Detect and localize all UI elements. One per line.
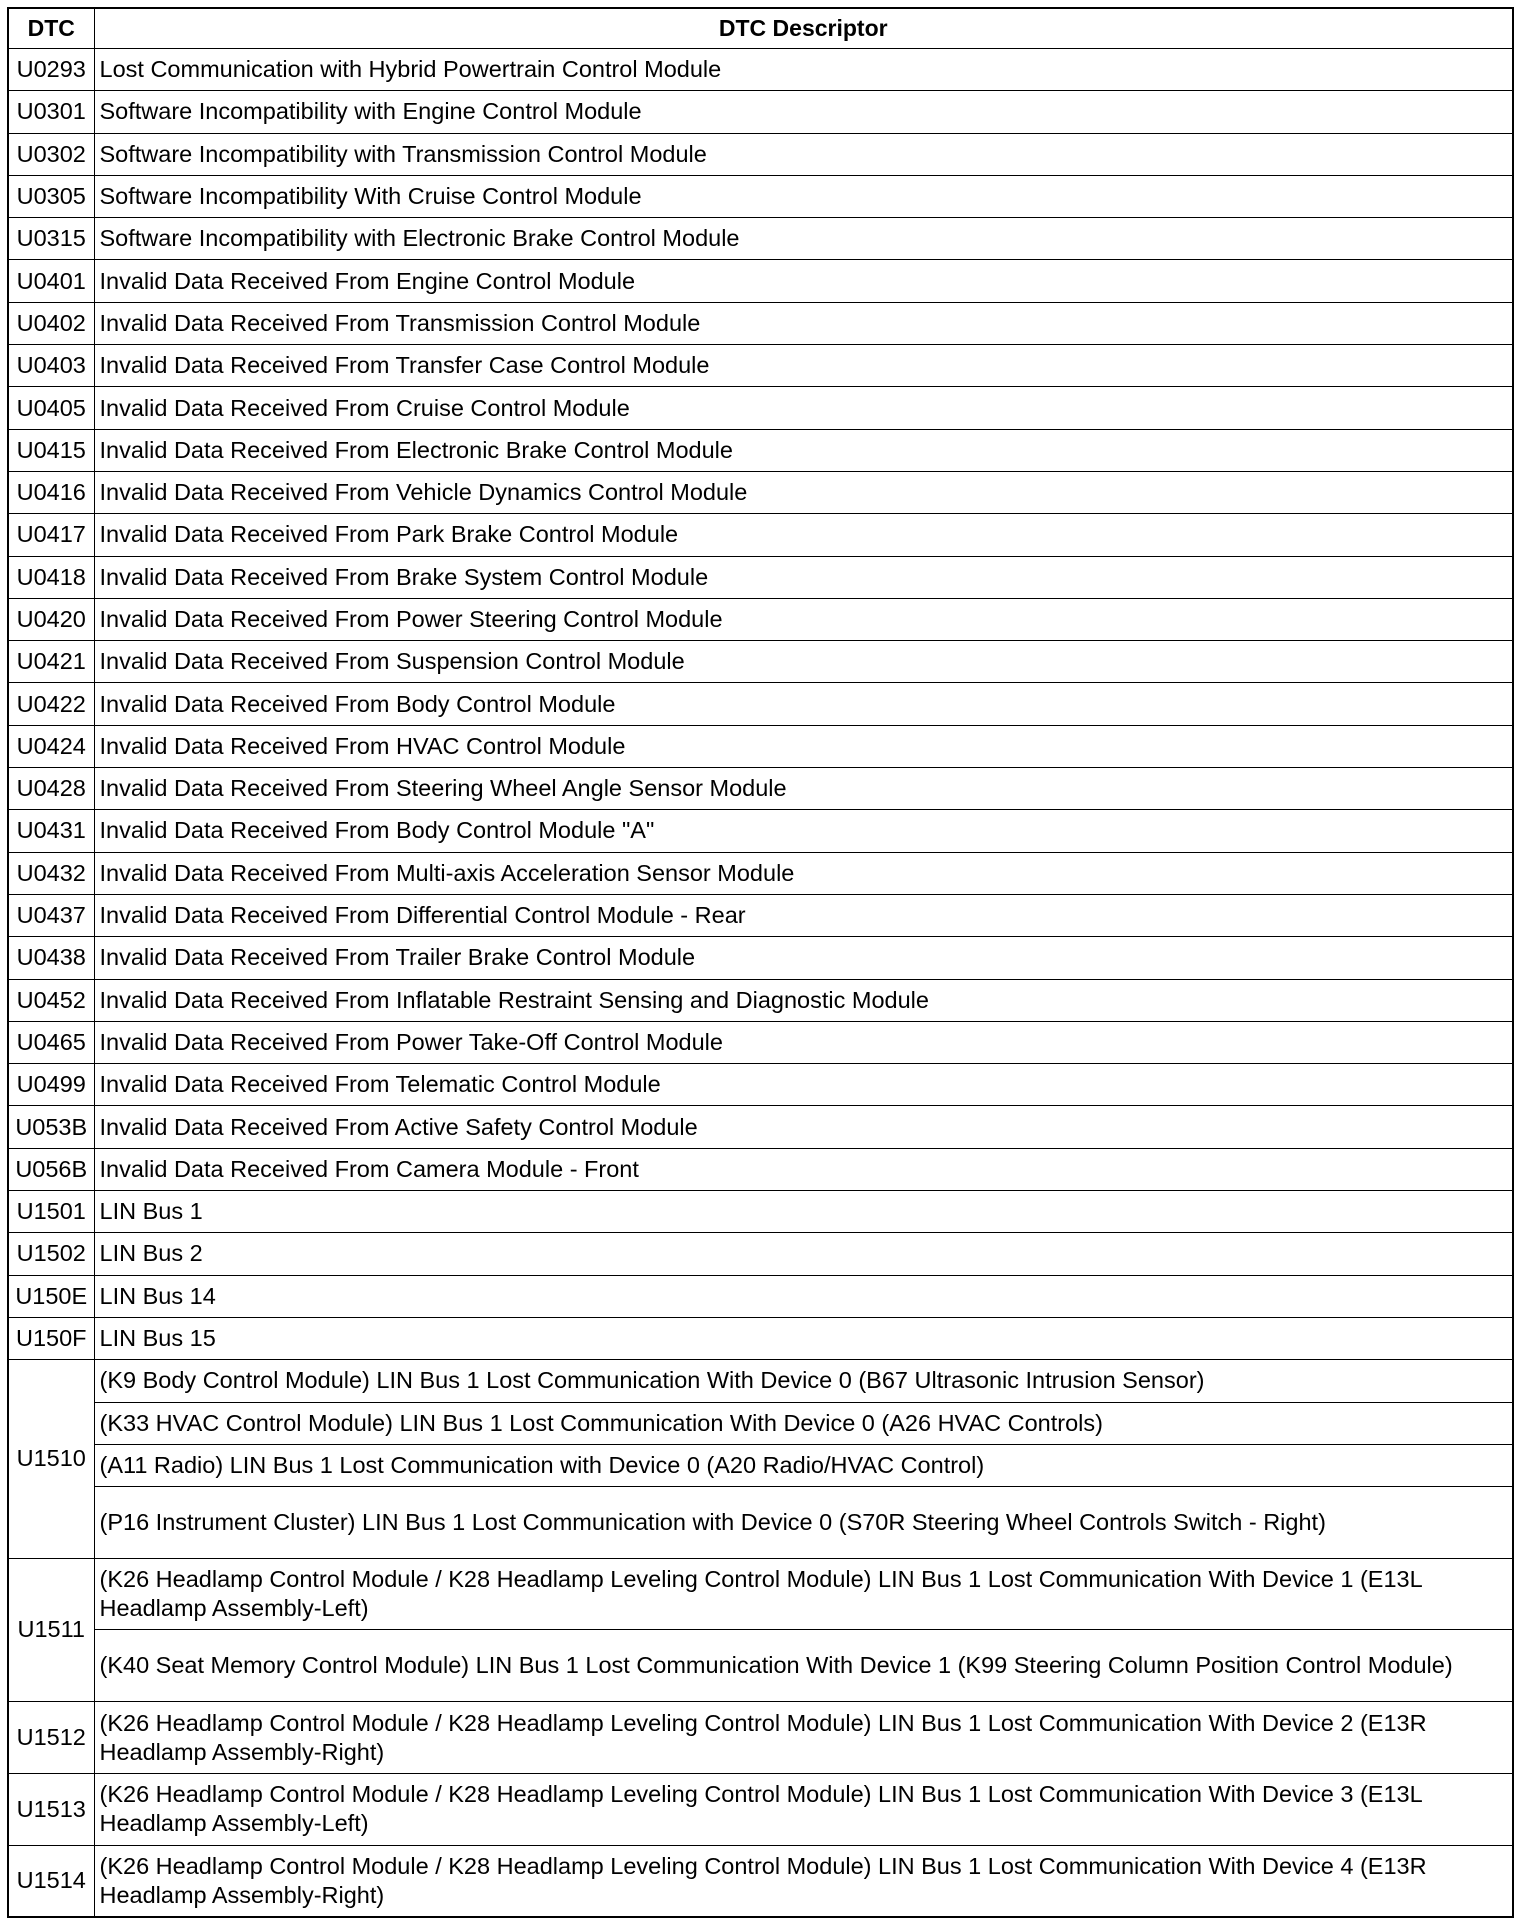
- table-row: [8, 514, 1513, 556]
- table-row: [8, 641, 1513, 683]
- dtc-code-cell: U0415: [8, 429, 94, 471]
- dtc-descriptor-cell: Invalid Data Received From Steering Wheel Angle Sensor Module: [94, 768, 1513, 810]
- dtc-descriptor-cell: (K9 Body Control Module) LIN Bus 1 Lost Communication With Device 0 (B67 Ultrasonic Intrusion Sensor): [94, 1360, 1513, 1402]
- dtc-descriptor-cell: LIN Bus 1: [94, 1191, 1513, 1233]
- dtc-descriptor-cell: Invalid Data Received From Active Safety Control Module: [94, 1106, 1513, 1148]
- dtc-descriptor-cell: LIN Bus 2: [94, 1233, 1513, 1275]
- dtc-code-cell: U0293: [8, 49, 94, 91]
- dtc-code-cell: U0428: [8, 768, 94, 810]
- table-row: [8, 894, 1513, 936]
- dtc-descriptor-cell: (P16 Instrument Cluster) LIN Bus 1 Lost Communication with Device 0 (S70R Steering Wheel Controls Switch - Right): [94, 1487, 1513, 1559]
- dtc-descriptor-cell: Invalid Data Received From Telematic Control Module: [94, 1064, 1513, 1106]
- table-row: [8, 218, 1513, 260]
- table-row: [8, 683, 1513, 725]
- dtc-descriptor-cell: LIN Bus 14: [94, 1275, 1513, 1317]
- dtc-code-cell: U1511: [8, 1558, 94, 1701]
- dtc-descriptor-cell: (K26 Headlamp Control Module / K28 Headlamp Leveling Control Module) LIN Bus 1 Lost Communication With Device 2 (E13R Headlamp Assembly-Right): [94, 1702, 1513, 1774]
- dtc-code-cell: U0302: [8, 133, 94, 175]
- dtc-descriptor-cell: Invalid Data Received From Transmission Control Module: [94, 302, 1513, 344]
- dtc-descriptor-cell: Invalid Data Received From Brake System Control Module: [94, 556, 1513, 598]
- dtc-code-cell: U0424: [8, 725, 94, 767]
- table-row: [8, 1487, 1513, 1559]
- table-row: [8, 1558, 1513, 1630]
- table-row: [8, 345, 1513, 387]
- dtc-descriptor-cell: Invalid Data Received From Electronic Brake Control Module: [94, 429, 1513, 471]
- table-row: [8, 1064, 1513, 1106]
- table-row: [8, 852, 1513, 894]
- dtc-code-cell: U1514: [8, 1845, 94, 1917]
- table-row: [8, 387, 1513, 429]
- dtc-code-cell: U053B: [8, 1106, 94, 1148]
- dtc-code-cell: U0432: [8, 852, 94, 894]
- dtc-code-cell: U0438: [8, 937, 94, 979]
- table-row: [8, 979, 1513, 1021]
- dtc-code-cell: U0301: [8, 91, 94, 133]
- dtc-descriptor-cell: Invalid Data Received From Trailer Brake Control Module: [94, 937, 1513, 979]
- table-row: [8, 937, 1513, 979]
- dtc-descriptor-cell: (K26 Headlamp Control Module / K28 Headlamp Leveling Control Module) LIN Bus 1 Lost Communication With Device 1 (E13L Headlamp Assembly-Left): [94, 1558, 1513, 1630]
- dtc-code-cell: U0402: [8, 302, 94, 344]
- dtc-descriptor-cell: Invalid Data Received From HVAC Control Module: [94, 725, 1513, 767]
- dtc-table: [7, 7, 1514, 1918]
- dtc-descriptor-cell: LIN Bus 15: [94, 1317, 1513, 1359]
- dtc-descriptor-cell: Invalid Data Received From Power Steering Control Module: [94, 598, 1513, 640]
- dtc-code-cell: U150E: [8, 1275, 94, 1317]
- dtc-descriptor-cell: Software Incompatibility with Engine Control Module: [94, 91, 1513, 133]
- table-row: [8, 598, 1513, 640]
- dtc-code-cell: U0403: [8, 345, 94, 387]
- table-row: [8, 1444, 1513, 1486]
- table-row: [8, 1233, 1513, 1275]
- table-row: [8, 556, 1513, 598]
- table-row: [8, 1275, 1513, 1317]
- dtc-code-cell: U1501: [8, 1191, 94, 1233]
- table-row: [8, 302, 1513, 344]
- dtc-code-cell: U0416: [8, 471, 94, 513]
- column-header-dtc-descriptor: DTC Descriptor: [94, 8, 1513, 49]
- dtc-code-cell: U0452: [8, 979, 94, 1021]
- table-row: [8, 133, 1513, 175]
- table-body: [8, 49, 1513, 1917]
- dtc-code-cell: U1512: [8, 1702, 94, 1774]
- table-row: [8, 429, 1513, 471]
- dtc-code-cell: U0420: [8, 598, 94, 640]
- table-row: [8, 91, 1513, 133]
- dtc-descriptor-cell: Invalid Data Received From Multi-axis Acceleration Sensor Module: [94, 852, 1513, 894]
- dtc-code-cell: U0405: [8, 387, 94, 429]
- dtc-code-cell: U0465: [8, 1021, 94, 1063]
- table-row: [8, 175, 1513, 217]
- table-row: [8, 49, 1513, 91]
- dtc-code-cell: U0417: [8, 514, 94, 556]
- table-row: [8, 260, 1513, 302]
- dtc-descriptor-cell: Invalid Data Received From Camera Module - Front: [94, 1148, 1513, 1190]
- table-row: [8, 1317, 1513, 1359]
- dtc-descriptor-cell: (K33 HVAC Control Module) LIN Bus 1 Lost Communication With Device 0 (A26 HVAC Controls): [94, 1402, 1513, 1444]
- table-row: [8, 810, 1513, 852]
- dtc-descriptor-cell: Invalid Data Received From Differential Control Module - Rear: [94, 894, 1513, 936]
- table-row: [8, 725, 1513, 767]
- table-row: [8, 1148, 1513, 1190]
- dtc-descriptor-cell: Invalid Data Received From Body Control Module: [94, 683, 1513, 725]
- table-row: [8, 1360, 1513, 1402]
- dtc-descriptor-cell: Invalid Data Received From Transfer Case Control Module: [94, 345, 1513, 387]
- dtc-code-cell: U0499: [8, 1064, 94, 1106]
- dtc-descriptor-cell: Software Incompatibility with Transmission Control Module: [94, 133, 1513, 175]
- dtc-code-cell: U1502: [8, 1233, 94, 1275]
- dtc-code-cell: U150F: [8, 1317, 94, 1359]
- dtc-code-cell: U0401: [8, 260, 94, 302]
- dtc-code-cell: U056B: [8, 1148, 94, 1190]
- table-row: [8, 1845, 1513, 1917]
- table-row: [8, 1191, 1513, 1233]
- dtc-code-cell: U1513: [8, 1773, 94, 1845]
- dtc-descriptor-cell: Invalid Data Received From Engine Control Module: [94, 260, 1513, 302]
- table-row: [8, 1402, 1513, 1444]
- table-row: [8, 1773, 1513, 1845]
- table-row: [8, 768, 1513, 810]
- dtc-descriptor-cell: Invalid Data Received From Power Take-Off Control Module: [94, 1021, 1513, 1063]
- column-header-dtc: DTC: [8, 8, 94, 49]
- dtc-code-cell: U0431: [8, 810, 94, 852]
- dtc-descriptor-cell: (A11 Radio) LIN Bus 1 Lost Communication with Device 0 (A20 Radio/HVAC Control): [94, 1444, 1513, 1486]
- table-header-row: [8, 8, 1513, 49]
- dtc-descriptor-cell: Invalid Data Received From Vehicle Dynamics Control Module: [94, 471, 1513, 513]
- table-row: [8, 1021, 1513, 1063]
- dtc-code-cell: U0315: [8, 218, 94, 260]
- dtc-code-cell: U0305: [8, 175, 94, 217]
- dtc-code-cell: U1510: [8, 1360, 94, 1559]
- dtc-descriptor-cell: (K40 Seat Memory Control Module) LIN Bus 1 Lost Communication With Device 1 (K99 Steering Column Position Control Module): [94, 1630, 1513, 1702]
- dtc-descriptor-cell: (K26 Headlamp Control Module / K28 Headlamp Leveling Control Module) LIN Bus 1 Lost Communication With Device 4 (E13R Headlamp Assembly-Right): [94, 1845, 1513, 1917]
- dtc-code-cell: U0422: [8, 683, 94, 725]
- dtc-descriptor-cell: Invalid Data Received From Body Control Module "A": [94, 810, 1513, 852]
- table-row: [8, 1702, 1513, 1774]
- dtc-descriptor-cell: Invalid Data Received From Inflatable Restraint Sensing and Diagnostic Module: [94, 979, 1513, 1021]
- dtc-descriptor-cell: Software Incompatibility With Cruise Control Module: [94, 175, 1513, 217]
- table-row: [8, 471, 1513, 513]
- table-row: [8, 1106, 1513, 1148]
- dtc-code-cell: U0421: [8, 641, 94, 683]
- dtc-code-cell: U0418: [8, 556, 94, 598]
- dtc-descriptor-cell: (K26 Headlamp Control Module / K28 Headlamp Leveling Control Module) LIN Bus 1 Lost Communication With Device 3 (E13L Headlamp Assembly-Left): [94, 1773, 1513, 1845]
- table-row: [8, 1630, 1513, 1702]
- dtc-descriptor-cell: Software Incompatibility with Electronic Brake Control Module: [94, 218, 1513, 260]
- dtc-descriptor-cell: Invalid Data Received From Park Brake Control Module: [94, 514, 1513, 556]
- dtc-descriptor-cell: Lost Communication with Hybrid Powertrain Control Module: [94, 49, 1513, 91]
- dtc-descriptor-cell: Invalid Data Received From Cruise Control Module: [94, 387, 1513, 429]
- dtc-code-cell: U0437: [8, 894, 94, 936]
- dtc-descriptor-cell: Invalid Data Received From Suspension Control Module: [94, 641, 1513, 683]
